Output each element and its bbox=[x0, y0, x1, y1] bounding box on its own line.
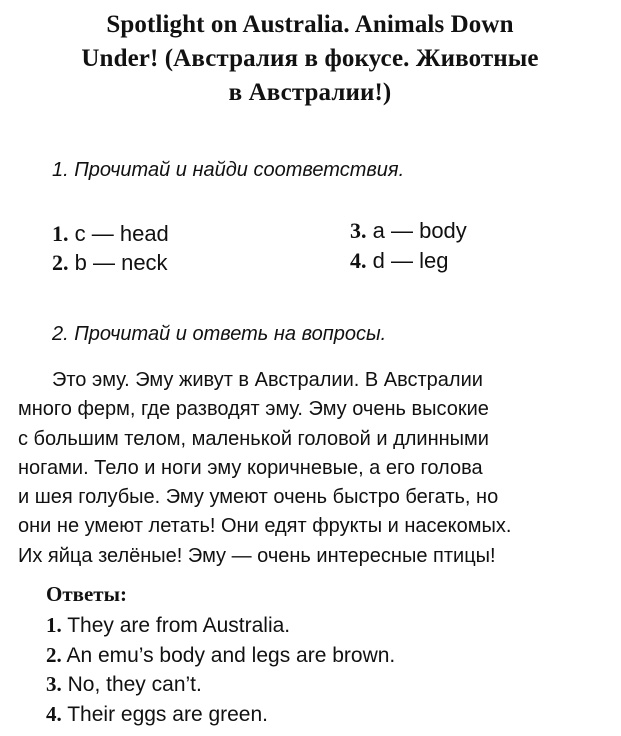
match-item-4 bbox=[350, 246, 448, 276]
paragraph-line: Это эму. Эму живут в Австралии. В Австралии bbox=[52, 369, 483, 391]
title-line-3: в Австралии!) bbox=[228, 79, 392, 106]
answer-text: Their eggs are green. bbox=[67, 703, 269, 726]
answer-text: An emu’s body and legs are brown. bbox=[66, 644, 396, 667]
answer-number: 1. bbox=[46, 613, 62, 637]
answer-item-1 bbox=[46, 611, 290, 640]
task-1-instruction: 1. Прочитай и найди соответствия. bbox=[52, 159, 405, 181]
paragraph-line: много ферм, где разводят эму. Эму очень высокие bbox=[18, 398, 489, 421]
match-item-3 bbox=[350, 216, 467, 246]
match-text: d — leg bbox=[372, 248, 449, 273]
answer-item-4 bbox=[46, 700, 268, 729]
answer-number: 3. bbox=[46, 672, 62, 696]
answer-item-2 bbox=[46, 641, 395, 670]
answers-heading: Ответы: bbox=[46, 582, 128, 606]
answer-number: 4. bbox=[46, 702, 62, 726]
paragraph-line: ногами. Тело и ноги эму коричневые, а его голова bbox=[18, 456, 483, 479]
match-number: 2. bbox=[52, 250, 69, 275]
title-line-1: Spotlight on Australia. Animals Down bbox=[106, 11, 514, 38]
match-text: c — head bbox=[74, 221, 169, 246]
page-title bbox=[20, 8, 600, 110]
paragraph-line: с большим телом, маленькой головой и длинными bbox=[18, 427, 489, 450]
match-item-1 bbox=[52, 219, 169, 249]
match-text: b — neck bbox=[74, 250, 168, 275]
paragraph-line: и шея голубые. Эму умеют очень быстро бегать, но bbox=[18, 486, 499, 509]
match-number: 4. bbox=[350, 248, 367, 273]
answer-item-3 bbox=[46, 670, 202, 699]
answer-text: No, they can’t. bbox=[67, 673, 202, 696]
paragraph-line: Их яйца зелёные! Эму — очень интересные птицы! bbox=[18, 544, 496, 567]
title-line-2: Under! (Австралия в фокусе. Животные bbox=[81, 45, 539, 72]
match-number: 3. bbox=[350, 218, 367, 243]
match-item-2 bbox=[52, 248, 168, 278]
reading-paragraph bbox=[18, 366, 618, 571]
task-2-instruction: 2. Прочитай и ответь на вопросы. bbox=[52, 323, 387, 345]
match-number: 1. bbox=[52, 221, 69, 246]
answer-number: 2. bbox=[46, 643, 62, 667]
answer-text: They are from Australia. bbox=[67, 614, 291, 637]
paragraph-line: они не умеют летать! Они едят фрукты и насекомых. bbox=[18, 515, 512, 538]
match-text: a — body bbox=[372, 218, 467, 243]
